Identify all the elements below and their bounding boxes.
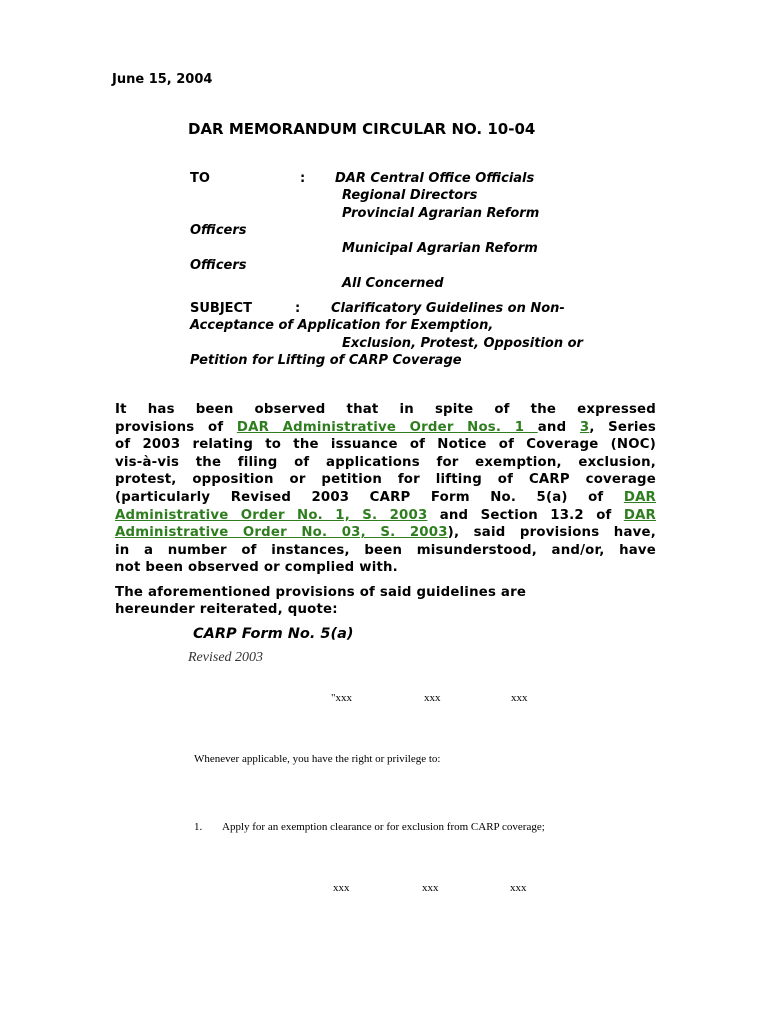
recipient-provincial-officers: Officers [190,223,247,238]
ellipsis-marker-1a: "xxx [331,692,352,704]
link-dar-ao-3[interactable]: 3 [579,419,590,435]
ellipsis-marker-1c: xxx [511,692,528,704]
body-line-1: It has been observed that in spite of the expressed [115,402,656,417]
body-line-2: provisions of DAR Administrative Order Nos. 1 and 3, Series [115,419,656,435]
recipient-provincial: Provincial Agrarian Reform [342,206,540,221]
form-revised: Revised 2003 [188,650,264,665]
subject-line-1: Clarificatory Guidelines on Non- [331,301,565,316]
ellipsis-marker-2c: xxx [510,882,527,894]
item-1-text: Apply for an exemption clearance or for exclusion from CARP coverage; [222,821,545,833]
body-line-8: Administrative Order No. 03, S. 2003), said provisions have, [115,525,656,541]
body-line-7: Administrative Order No. 1, S. 2003 and Section 13.2 of DAR [115,507,656,523]
body-paragraph [115,401,656,577]
link-dar-ao-nos-1[interactable]: DAR Administrative Order Nos. 1 [236,419,538,435]
ellipsis-marker-2b: xxx [422,882,439,894]
link-dar-ao-03-s2003-part1[interactable]: DAR [623,507,656,523]
recipient-central-office: DAR Central Office Officials [335,171,535,186]
body-line-4: vis-à-vis the filing of applications for exemption, exclusion, [115,454,656,470]
link-dar-ao-1-s2003-part2[interactable]: Administrative Order No. 1, S. 2003 [115,507,428,523]
reiteration-line-2: hereunder reiterated, quote: [115,602,338,617]
to-label: TO [190,171,210,186]
recipient-regional-directors: Regional Directors [342,188,478,203]
subject-line-2: Acceptance of Application for Exemption, [190,318,494,333]
body-line-9: in a number of instances, been misunderstood, and/or, have [115,542,656,558]
subject-label: SUBJECT [190,301,252,316]
body-line-6: (particularly Revised 2003 CARP Form No. 5(a) of DAR [115,489,656,505]
link-dar-ao-1-s2003-part1[interactable]: DAR [623,489,656,505]
to-colon: : [300,171,306,186]
reiteration-line-1: The aforementioned provisions of said guidelines are [115,585,527,600]
ellipsis-marker-2a: xxx [333,882,350,894]
rights-intro: Whenever applicable, you have the right or privilege to: [194,753,441,765]
body-line-10: not been observed or complied with. [115,560,398,576]
item-1-number: 1. [194,821,203,833]
form-name: CARP Form No. 5(a) [193,626,354,642]
recipient-municipal-officers: Officers [190,258,247,273]
memo-title: DAR MEMORANDUM CIRCULAR NO. 10-04 [188,120,536,138]
recipient-municipal: Municipal Agrarian Reform [342,241,538,256]
body-line-3: of 2003 relating to the issuance of Notice of Coverage (NOC) [115,437,656,453]
ellipsis-marker-1b: xxx [424,692,441,704]
body-line-5: protest, opposition or petition for lifting of CARP coverage [115,472,656,488]
subject-line-4: Petition for Lifting of CARP Coverage [190,353,462,368]
subject-line-3: Exclusion, Protest, Opposition or [342,336,583,351]
subject-colon: : [295,301,301,316]
link-dar-ao-03-s2003-part2[interactable]: Administrative Order No. 03, S. 2003 [115,525,448,541]
recipient-all-concerned: All Concerned [342,276,444,291]
memo-date: June 15, 2004 [112,72,213,87]
